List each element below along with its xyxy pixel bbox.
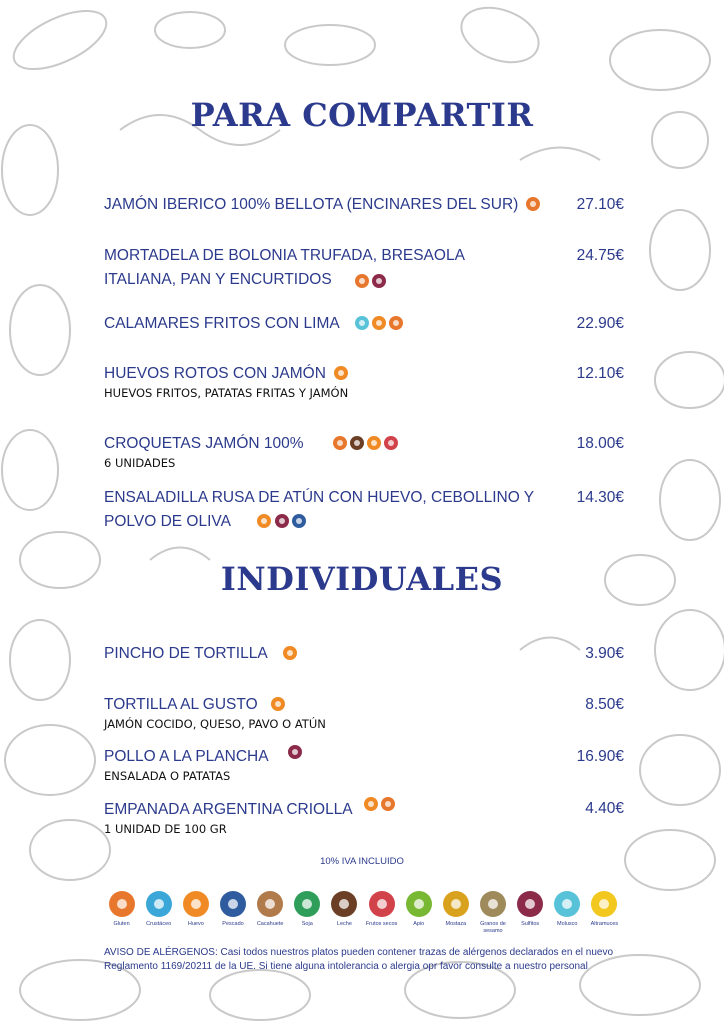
legend-item-mostaza [437, 891, 474, 935]
legend-item-cacahuete [252, 891, 289, 935]
item-price: 22.90€ [576, 315, 624, 332]
menu-item [104, 193, 624, 217]
legend-label: Gluten [113, 921, 130, 927]
allergen-warning: AVISO DE ALÉRGENOS: Casi todos nuestros platos pueden contener trazas de alérgenos declarados en el nuevo Reglamento 1169/20211 de la UE. Si tiene alguna intolerancia o alergia opr favor consulte a nuestro personal [104, 947, 613, 972]
menu-item [104, 312, 624, 336]
egg-icon [372, 316, 386, 330]
soy-icon [294, 891, 320, 917]
sulphite-icon [288, 745, 302, 759]
gluten-icon [526, 197, 540, 211]
item-name: CROQUETAS JAMÓN 100% [104, 435, 304, 452]
wheat-icon [109, 891, 135, 917]
legend-label: Pescado [222, 921, 244, 927]
gluten-icon [333, 436, 347, 450]
legend-label: Cacahuete [256, 921, 284, 927]
sulphite-icon [517, 891, 543, 917]
legend-label: Crustáceo [146, 921, 172, 927]
menu-item [104, 693, 624, 732]
legend-item-apio [400, 891, 437, 935]
milk-icon [350, 436, 364, 450]
section-title-para-compartir: PARA COMPARTIR [190, 96, 534, 134]
nut-icon [384, 436, 398, 450]
menu-item [104, 244, 624, 292]
item-description: HUEVOS FRITOS, PATATAS FRITAS Y JAMÓN [104, 386, 349, 400]
gluten-icon [389, 316, 403, 330]
menu-item [104, 797, 624, 837]
legend-label: Granos de sesamo [480, 921, 506, 934]
legend-label: Frutos secos [365, 921, 398, 927]
gluten-icon [381, 797, 395, 811]
menu-item [104, 745, 624, 784]
nut-icon [369, 891, 395, 917]
egg-icon [367, 436, 381, 450]
allergen-legend [103, 891, 623, 935]
legend-item-huevo [177, 891, 214, 935]
peanut-icon [257, 891, 283, 917]
legend-item-crustaceo [140, 891, 177, 935]
legend-label: Leche [336, 921, 352, 927]
item-price: 3.90€ [585, 645, 624, 662]
legend-item-frutos-secos [363, 891, 400, 935]
item-price: 12.10€ [576, 365, 624, 382]
menu-item [104, 432, 624, 471]
egg-icon [283, 646, 297, 660]
item-name: EMPANADA ARGENTINA CRIOLLA [104, 801, 353, 818]
item-price: 4.40€ [585, 800, 624, 817]
mustard-icon [443, 891, 469, 917]
iva-note: 10% IVA INCLUIDO [320, 856, 404, 867]
menu-item [104, 362, 624, 401]
fish-icon [220, 891, 246, 917]
legend-label: Apio [413, 921, 425, 927]
item-price: 18.00€ [576, 435, 624, 452]
item-description: 1 UNIDAD DE 100 GR [104, 822, 227, 836]
item-name: MORTADELA DE BOLONIA TRUFADA, BRESAOLA ITALIANA, PAN Y ENCURTIDOS [104, 247, 465, 288]
item-price: 24.75€ [576, 247, 624, 264]
section-title-individuales: INDIVIDUALES [220, 560, 504, 598]
legend-item-molusco [549, 891, 586, 935]
legend-label: Huevo [187, 921, 204, 927]
gluten-icon [355, 274, 369, 288]
item-name: JAMÓN IBERICO 100% BELLOTA (ENCINARES DEL SUR) [104, 196, 519, 213]
shell-icon [355, 316, 369, 330]
item-name: POLLO A LA PLANCHA [104, 748, 269, 765]
menu-item [104, 486, 624, 534]
legend-item-gluten [103, 891, 140, 935]
legend-item-sesamo [474, 891, 511, 935]
item-price: 8.50€ [585, 696, 624, 713]
item-price: 14.30€ [576, 489, 624, 506]
egg-icon [334, 366, 348, 380]
egg-icon [257, 514, 271, 528]
shell-icon [554, 891, 580, 917]
item-price: 27.10€ [576, 196, 624, 213]
item-description: 6 UNIDADES [104, 456, 176, 470]
item-description: JAMÓN COCIDO, QUESO, PAVO O ATÚN [104, 717, 326, 731]
sesame-icon [480, 891, 506, 917]
legend-label: Molusco [557, 921, 578, 927]
legend-item-pescado [214, 891, 251, 935]
legend-label: Soja [301, 921, 313, 927]
legend-item-altramuces [586, 891, 623, 935]
legend-label: Altramuces [590, 921, 619, 927]
legend-label: Mostaza [445, 921, 467, 927]
sulphite-icon [372, 274, 386, 288]
legend-item-soja [289, 891, 326, 935]
legend-label: Sulfitos [521, 921, 540, 927]
menu-item [104, 642, 624, 666]
egg-icon [364, 797, 378, 811]
item-name: TORTILLA AL GUSTO [104, 696, 258, 713]
celery-icon [406, 891, 432, 917]
fish-icon [292, 514, 306, 528]
item-name: ENSALADILLA RUSA DE ATÚN CON HUEVO, CEBOLLINO Y POLVO DE OLIVA [104, 489, 534, 530]
lupin-icon [591, 891, 617, 917]
item-price: 16.90€ [576, 748, 624, 765]
egg-icon [271, 697, 285, 711]
egg-icon [183, 891, 209, 917]
crab-icon [146, 891, 172, 917]
milk-icon [331, 891, 357, 917]
item-name: PINCHO DE TORTILLA [104, 645, 268, 662]
legend-item-sulfitos [512, 891, 549, 935]
item-description: ENSALADA O PATATAS [104, 769, 231, 783]
item-name: CALAMARES FRITOS CON LIMA [104, 315, 340, 332]
legend-item-leche [326, 891, 363, 935]
sulphite-icon [275, 514, 289, 528]
item-name: HUEVOS ROTOS CON JAMÓN [104, 365, 326, 382]
